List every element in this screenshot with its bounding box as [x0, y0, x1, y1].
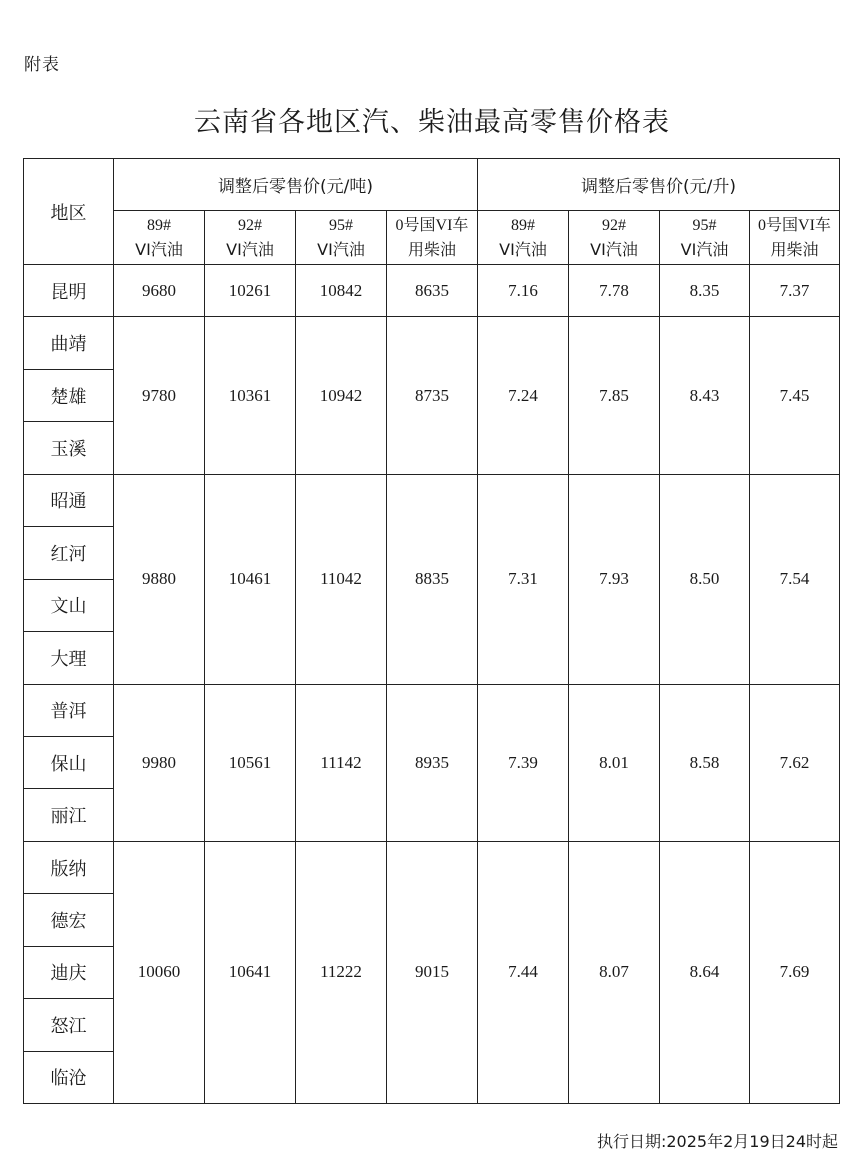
- price-cell: 7.24: [478, 317, 569, 474]
- fuel-header: [478, 211, 569, 265]
- price-cell: 8.35: [660, 265, 750, 317]
- price-cell: 8.64: [660, 841, 750, 1103]
- fuel-header-row: [24, 211, 840, 265]
- table-row: [24, 317, 840, 369]
- fuel-kind: 用柴油: [407, 239, 456, 259]
- price-cell: 10361: [205, 317, 296, 474]
- price-cell: 7.69: [750, 841, 840, 1103]
- price-cell: 8735: [387, 317, 478, 474]
- annex-label: 附表: [24, 55, 60, 75]
- price-cell: 7.93: [569, 474, 660, 684]
- table-row: [24, 841, 840, 893]
- fuel-grade: 0号国VI车: [758, 216, 831, 234]
- price-cell: 8.07: [569, 841, 660, 1103]
- price-cell: 7.45: [750, 317, 840, 474]
- price-cell: 8835: [387, 474, 478, 684]
- page-title: 云南省各地区汽、柴油最高零售价格表: [194, 107, 670, 138]
- fuel-header: [569, 211, 660, 265]
- price-table: [23, 158, 840, 1104]
- price-cell: 10641: [205, 841, 296, 1103]
- price-cell: 7.37: [750, 265, 840, 317]
- fuel-grade: 89#: [147, 216, 171, 234]
- region-cell: 大理: [24, 632, 114, 684]
- price-cell: 9780: [114, 317, 205, 474]
- price-cell: 10561: [205, 684, 296, 841]
- price-cell: 7.78: [569, 265, 660, 317]
- fuel-kind: VI汽油: [135, 239, 183, 259]
- table-row: [24, 684, 840, 736]
- price-table-body: [24, 265, 840, 1104]
- price-cell: 10461: [205, 474, 296, 684]
- region-cell: 怒江: [24, 999, 114, 1051]
- region-cell: 昆明: [24, 265, 114, 317]
- fuel-header: [660, 211, 750, 265]
- fuel-kind: VI汽油: [680, 239, 729, 259]
- region-cell: 临沧: [24, 1051, 114, 1103]
- price-cell: 11142: [296, 684, 387, 841]
- price-cell: 9015: [387, 841, 478, 1103]
- fuel-grade: 95#: [692, 216, 717, 234]
- price-cell: 7.44: [478, 841, 569, 1103]
- fuel-header: [750, 211, 840, 265]
- price-cell: 7.16: [478, 265, 569, 317]
- region-header: 地区: [24, 159, 114, 265]
- price-cell: 7.39: [478, 684, 569, 841]
- region-cell: 文山: [24, 579, 114, 631]
- price-cell: 7.31: [478, 474, 569, 684]
- price-cell: 11042: [296, 474, 387, 684]
- price-cell: 10942: [296, 317, 387, 474]
- table-row: [24, 265, 840, 317]
- region-cell: 玉溪: [24, 422, 114, 474]
- group-header-per-ton: 调整后零售价(元/吨): [114, 159, 478, 211]
- region-cell: 保山: [24, 736, 114, 788]
- price-cell: 8.50: [660, 474, 750, 684]
- price-cell: 8.43: [660, 317, 750, 474]
- region-cell: 楚雄: [24, 369, 114, 421]
- price-cell: 10261: [205, 265, 296, 317]
- fuel-kind: VI汽油: [317, 239, 365, 259]
- price-cell: 7.85: [569, 317, 660, 474]
- price-cell: 7.54: [750, 474, 840, 684]
- fuel-header: [296, 211, 387, 265]
- fuel-grade: 0号国VI车: [395, 216, 469, 234]
- fuel-grade: 95#: [329, 216, 353, 234]
- fuel-kind: VI汽油: [226, 239, 274, 259]
- fuel-kind: VI汽油: [590, 239, 638, 259]
- fuel-kind: 用柴油: [770, 239, 819, 259]
- price-cell: 8.01: [569, 684, 660, 841]
- fuel-grade: 92#: [602, 216, 626, 234]
- fuel-header: [387, 211, 478, 265]
- price-cell: 8.58: [660, 684, 750, 841]
- region-cell: 昭通: [24, 474, 114, 526]
- region-cell: 曲靖: [24, 317, 114, 369]
- fuel-header: [205, 211, 296, 265]
- region-cell: 迪庆: [24, 946, 114, 998]
- price-cell: 9680: [114, 265, 205, 317]
- fuel-header: [114, 211, 205, 265]
- price-cell: 8635: [387, 265, 478, 317]
- group-header-row: [24, 159, 840, 211]
- price-cell: 7.62: [750, 684, 840, 841]
- price-cell: 11222: [296, 841, 387, 1103]
- region-cell: 德宏: [24, 894, 114, 946]
- region-cell: 版纳: [24, 841, 114, 893]
- effective-date: 执行日期:2025年2月19日24时起: [596, 1132, 838, 1151]
- table-row: [24, 474, 840, 526]
- group-header-per-liter: 调整后零售价(元/升): [478, 159, 840, 211]
- price-cell: 9980: [114, 684, 205, 841]
- fuel-grade: 89#: [511, 216, 535, 234]
- price-cell: 8935: [387, 684, 478, 841]
- region-cell: 丽江: [24, 789, 114, 841]
- fuel-kind: VI汽油: [499, 239, 547, 259]
- price-cell: 10060: [114, 841, 205, 1103]
- region-cell: 红河: [24, 527, 114, 579]
- price-cell: 9880: [114, 474, 205, 684]
- price-cell: 10842: [296, 265, 387, 317]
- region-cell: 普洱: [24, 684, 114, 736]
- fuel-grade: 92#: [238, 216, 262, 234]
